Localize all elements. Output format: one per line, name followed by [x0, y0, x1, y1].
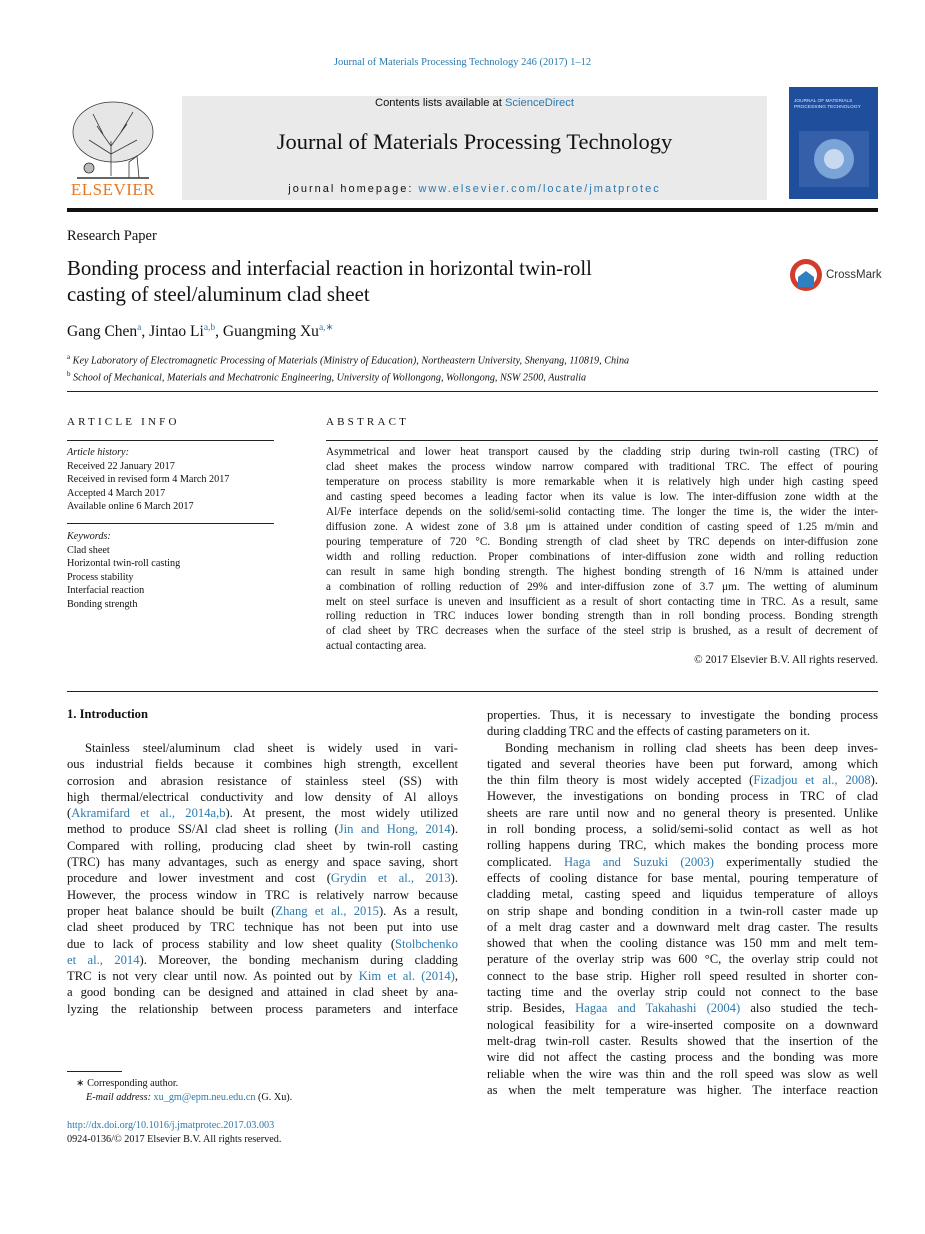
article-info-heading: ARTICLE INFO [67, 416, 180, 428]
text-segment: perature of the overlay strip was 600 °C, the overlay strip could not [487, 952, 878, 967]
text-segment: of a melt drag caster and a downward melt drag caster. The results [487, 919, 878, 934]
text-line [67, 870, 458, 886]
text-line [487, 788, 878, 804]
affiliation-item [67, 351, 629, 368]
text-segment: clad sheet produced by TRC technique has not been put into use [67, 920, 458, 935]
text-line [487, 1066, 878, 1082]
history-item: Available online 6 March 2017 [67, 501, 194, 512]
running-header[interactable]: Journal of Materials Processing Technology 246 (2017) 1–12 [333, 57, 592, 68]
keyword-item: Process stability [67, 571, 134, 583]
keyword-item: Interfacial reaction [67, 585, 145, 596]
text-line [67, 756, 458, 772]
text-segment: showed that when the cooling distance was 150 mm and melt tem- [487, 936, 878, 951]
citation-link[interactable]: Akramifard et al., 2014a,b [71, 806, 226, 821]
text-segment: the thin film theory is most widely accepted ( [487, 773, 754, 788]
homepage-label: journal homepage: [288, 183, 419, 195]
text-segment: a good bonding can be designed and attained in clad sheet by ana- [67, 985, 458, 1000]
text-segment: ). At present, the most widely utilized [225, 806, 459, 821]
text-segment: sheets are rare until now and no general theory is presented. Unlike [487, 805, 878, 820]
article-info-rule [67, 440, 274, 441]
text-line: Al/Fe interface depends on the solid/semi-solid contacting time. The longer the time is, the wider the inter- [326, 505, 878, 518]
header-divider [67, 391, 878, 392]
history-item: Received in revised form 4 March 2017 [67, 474, 230, 485]
text-line [487, 821, 878, 837]
contents-text: Contents lists available at [375, 97, 505, 109]
text-line [487, 854, 878, 870]
text-segment: method to produce SS/Al clad sheet is rolling ( [67, 822, 339, 837]
text-segment: due to lack of process stability and low sheet quality ( [67, 936, 396, 951]
text-line: of clad sheet by TRC decreases when the surface of the steel strip is brushed, as a result of decrement of [326, 625, 878, 638]
text-segment: Bonding mechanism in rolling clad sheets has been deep inves- [505, 740, 878, 755]
journal-title: Journal of Materials Processing Technology [276, 129, 673, 154]
cover-title: JOURNAL OF MATERIALS PROCESSING TECHNOLOGY [794, 99, 861, 110]
text-segment: cladding metal, casting speed and liquidus temperature of alloys [487, 887, 878, 902]
text-segment: effects of cooling distance for base mental, pouring temperature of [487, 870, 878, 885]
text-line [67, 952, 458, 968]
sciencedirect-link[interactable]: ScienceDirect [504, 97, 574, 109]
text-segment: proper heat balance should be built ( [67, 903, 276, 918]
email-label: E-mail address: [86, 1092, 154, 1103]
article-type: Research Paper [67, 228, 157, 244]
text-line [67, 887, 458, 903]
citation-link[interactable]: Jin and Hong, 2014 [338, 822, 451, 837]
text-segment: during cladding TRC and the effects of casting parameters on it. [487, 724, 811, 739]
doi-link[interactable]: http://dx.doi.org/10.1016/j.jmatprotec.2017.03.003 [67, 1120, 275, 1131]
text-segment: However, the process window in TRC is relatively narrow because [67, 887, 458, 902]
text-line [67, 838, 458, 854]
elsevier-tree-icon [67, 96, 159, 184]
text-line [67, 805, 458, 821]
text-segment: ). [450, 822, 458, 837]
history-label: Article history: [67, 447, 129, 458]
abstract-heading: ABSTRACT [326, 416, 410, 428]
footnote-rule [67, 1071, 122, 1072]
text-line [487, 870, 878, 886]
cover-image-icon [789, 125, 878, 199]
text-segment: lyzing the relationship between process parameters and interface [67, 1001, 458, 1016]
text-line [67, 821, 458, 837]
text-line [487, 886, 878, 902]
article-history [67, 446, 274, 514]
intro-right-column [487, 707, 878, 1098]
email-suffix: (G. Xu). [255, 1092, 293, 1103]
text-line: width and rolling reduction. Proper combinations of inter-diffusion zone width and rolling reduction [326, 550, 878, 563]
text-line [487, 740, 878, 756]
text-line: can result in same high bonding strength. The highest bonding strength of 16 N/mm is attained under [326, 565, 878, 578]
text-line [487, 968, 878, 984]
text-segment: high thermal/electrical conductivity and low density of Al alloys [67, 789, 458, 804]
affiliation-sup: b [67, 369, 71, 378]
section-heading: 1. Introduction [67, 707, 148, 721]
affiliation-item [67, 368, 629, 385]
citation-link[interactable]: Hagaa and Takahashi (2004) [575, 1001, 741, 1016]
citation-link[interactable]: Haga and Suzuki (2003) [563, 854, 714, 869]
masthead-rule [67, 208, 878, 212]
text-line: temperature on process stability is more remarkable when it is relatively high under high casting speed [326, 475, 878, 488]
journal-cover[interactable] [789, 87, 878, 199]
text-segment: properties. Thus, it is necessary to investigate the bonding process [487, 708, 878, 722]
text-line [487, 1033, 878, 1049]
text-segment: reliable when the wire was thin and the roll speed was slow as well [487, 1066, 878, 1081]
homepage-link[interactable]: www.elsevier.com/locate/jmatprotec [418, 183, 661, 195]
text-line [487, 805, 878, 821]
text-line: pouring temperature of 720 °C. Bonding strength of clad sheet by TRC depends on inter-diffusion zone [326, 535, 878, 548]
keyword-item: Horizontal twin-roll casting [67, 558, 181, 569]
abstract-rule [326, 440, 878, 441]
citation-link[interactable]: Stolbchenko [395, 936, 458, 951]
text-line: clad sheet makes the process window narrow compared with traditional TRC. The effect of pouring [326, 460, 878, 473]
text-line: diffusion zone. A widest zone of 3.8 μm is attained under condition of casting speed of 1.25 m/min and [326, 520, 878, 533]
footnote-email [86, 1091, 292, 1105]
text-line [487, 951, 878, 967]
text-line [487, 1082, 878, 1098]
text-segment: experimentally studied the [713, 854, 879, 869]
crossmark-label: CrossMark [826, 269, 882, 281]
publisher-name: ELSEVIER [70, 180, 156, 199]
keywords-rule [67, 523, 274, 524]
crossmark-icon [788, 257, 824, 293]
abstract-copyright: © 2017 Elsevier B.V. All rights reserved. [694, 654, 878, 666]
history-item: Accepted 4 March 2017 [67, 487, 166, 499]
text-line [67, 936, 458, 952]
text-line [67, 903, 458, 919]
text-line [67, 789, 458, 805]
text-segment: However, the investigations on bonding process in TRC of clad [487, 789, 878, 804]
text-segment: , [454, 969, 458, 984]
author-name: Gang Chen [67, 323, 138, 341]
keywords-label: Keywords: [67, 531, 111, 542]
text-line [487, 935, 878, 951]
text-segment: in roll bonding process, a solid/semi-solid contact as well as hot [487, 822, 878, 837]
text-line: actual contacting area. [326, 640, 427, 653]
text-segment: corrosion and abrasion resistance of stainless steel (SS) with [67, 773, 458, 788]
article-title [67, 256, 767, 308]
text-line: and casting speed becomes a leading factor when its value is low. The inter-diffusion zone width at the [326, 490, 878, 503]
history-item: Received 22 January 2017 [67, 460, 175, 472]
email-link[interactable]: xu_gm@epm.neu.edu.cn [153, 1092, 256, 1103]
text-segment: melt-drag twin-roll caster. Results showed that the insertion of the [487, 1033, 878, 1048]
text-segment: ). Moreover, the bonding mechanism during cladding [139, 952, 458, 967]
text-line [487, 903, 878, 919]
title-line: Bonding process and interfacial reaction in horizontal twin-roll [67, 257, 592, 280]
citation-link[interactable]: Zhang et al., 2015 [275, 903, 379, 918]
text-line [67, 773, 458, 789]
affiliation-text: Key Laboratory of Electromagnetic Processing of Materials (Ministry of Education), Northeastern University, Shenyang, 110819, China [72, 355, 630, 367]
text-line [67, 984, 458, 1000]
text-segment: ous industrial fields because it combines high strength, excellent [67, 757, 458, 772]
abstract-body [326, 445, 878, 654]
text-segment: Compared with rolling, producing clad sheet by twin-roll casting [67, 838, 458, 853]
text-line [67, 740, 458, 756]
text-line [487, 919, 878, 935]
text-line [487, 772, 878, 788]
author-name: Guangming Xu [222, 323, 319, 341]
text-line [487, 1000, 878, 1016]
title-line: casting of steel/aluminum clad sheet [67, 283, 370, 306]
text-segment: on strip shape and bonding condition in a twin-roll caster made up [487, 903, 878, 918]
keyword-item: Clad sheet [67, 544, 110, 556]
text-line: Asymmetrical and lower heat transport caused by the cladding strip during twin-roll casting (TRC) of [326, 446, 878, 458]
text-line: a combination of rolling reduction of 29% and inter-diffusion zone of 3.7 μm. The wetting of aluminum [326, 580, 878, 593]
text-segment: also studied the tech- [740, 1001, 878, 1016]
text-segment: nological feasibility for a wire-inserted composite on a downward [487, 1017, 878, 1032]
text-segment: ( [67, 806, 72, 821]
text-line [487, 756, 878, 772]
citation-link[interactable]: Grydin et al., 2013 [330, 871, 451, 886]
text-line [487, 1017, 878, 1033]
elsevier-logo[interactable] [67, 96, 159, 200]
author-affil-sup[interactable]: a,∗ [318, 323, 334, 333]
text-segment: ). [450, 871, 458, 886]
text-segment: rolling happens during TRC, which makes the bonding process more [487, 838, 878, 853]
text-segment: Stainless steel/aluminum clad sheet is widely used in vari- [85, 741, 458, 755]
footnote-corresponding: ∗ Corresponding author. [76, 1078, 179, 1089]
text-segment: as when the melt temperature was higher. The interface reaction [487, 1082, 878, 1097]
intro-left-column [67, 740, 458, 1017]
text-segment: ). [870, 773, 878, 788]
crossmark-badge[interactable] [788, 257, 880, 293]
citation-link[interactable]: et al., 2014 [67, 952, 140, 967]
citation-link[interactable]: Kim et al. (2014) [358, 969, 455, 984]
text-segment: procedure and lower investment and cost ( [67, 871, 331, 886]
text-line [67, 919, 458, 935]
affiliation-sup: a [67, 353, 71, 361]
text-line [487, 984, 878, 1000]
text-line [67, 1001, 458, 1017]
text-line: melt on steel surface is uneven and insufficient as a result of short contacting time in TRC. As a result, same [326, 595, 878, 608]
text-line [487, 723, 878, 739]
author-affil-sup[interactable]: a [137, 323, 142, 333]
issn-line: 0924-0136/© 2017 Elsevier B.V. All rights reserved. [67, 1134, 282, 1145]
text-line [487, 1049, 878, 1065]
text-line [487, 707, 878, 723]
text-line: rolling reduction in TRC induces lower bonding strength than in roll bonding process. Bonding strength [326, 610, 878, 623]
keywords [67, 530, 274, 611]
text-segment: connect to the base strip. Higher roll speed resulted in shorter con- [487, 968, 878, 983]
text-segment: wire did not affect the casting process and the bonding was more [487, 1050, 878, 1065]
text-segment: ). As a result, [378, 903, 458, 918]
text-line [487, 837, 878, 853]
author-name: Jintao Li [149, 323, 204, 341]
journal-banner [182, 96, 767, 200]
text-segment: (TRC) has many advantages, such as energy and space saving, short [67, 855, 458, 870]
text-line [67, 968, 458, 984]
text-segment: strip. Besides, [487, 1001, 576, 1016]
text-segment: tacting time and the overlay strip could not connect to the base [487, 985, 878, 1000]
text-segment: tigated and several theories have been put forward, among which [487, 756, 878, 771]
author-affil-sup[interactable]: a,b [203, 323, 216, 333]
affiliation-text: School of Mechanical, Materials and Mechatronic Engineering, University of Wollongong, Wollongong, NSW 2500, Australia [73, 372, 587, 384]
affiliations [67, 351, 629, 385]
author-list: Gang Chen$^a$, Jintao Li$^{a,b}$, Guangming $Xu^{a,∗}$ [67, 323, 334, 341]
abstract-divider [67, 691, 878, 692]
text-segment: complicated. [487, 854, 564, 869]
citation-link[interactable]: Fizadjou et al., 2008 [753, 773, 871, 788]
text-line [67, 854, 458, 870]
keyword-item: Bonding strength [67, 598, 138, 610]
text-segment: TRC is not very clear until now. As pointed out by [67, 969, 359, 984]
